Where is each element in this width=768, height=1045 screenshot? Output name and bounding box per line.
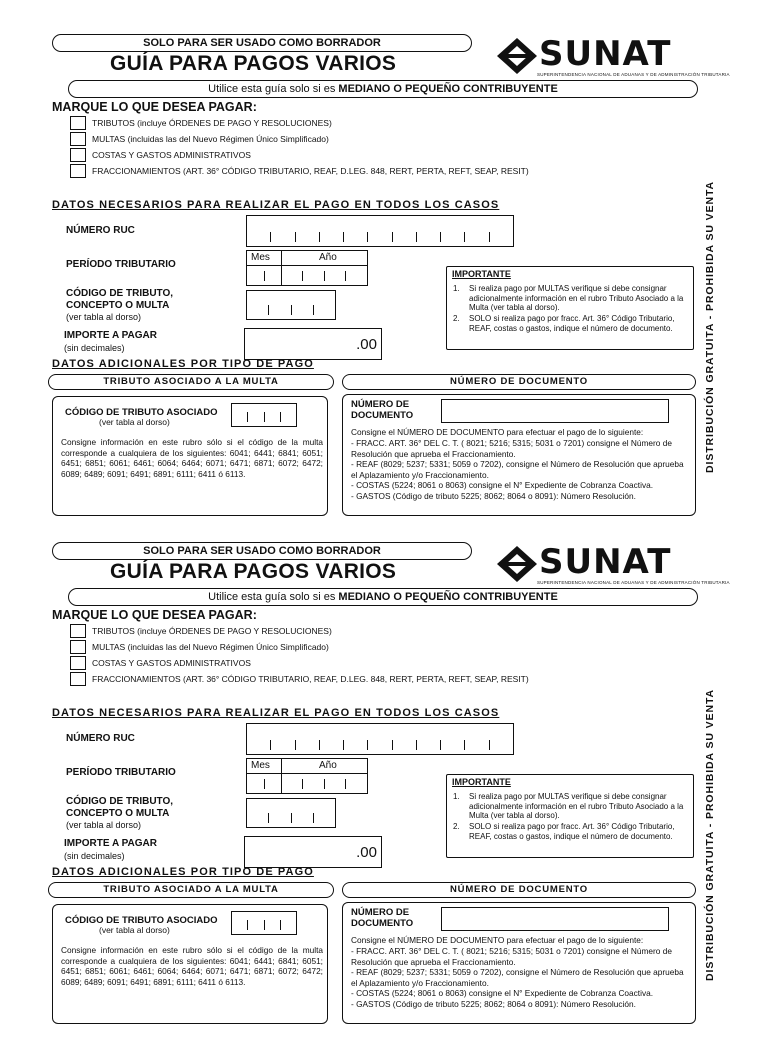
option-label: FRACCIONAMIENTOS (ART. 36° CÓDIGO TRIBUTARIO, REAF, D.LEG. 848, RERT, PERTA, REFT, SEAP, RESIT) xyxy=(92,674,529,684)
assoc-code-input[interactable] xyxy=(231,911,297,935)
month-label: Mes xyxy=(251,760,270,771)
amount-label: IMPORTE A PAGAR xyxy=(64,330,157,341)
code-note: (ver tabla al dorso) xyxy=(66,820,142,830)
period-label: PERÍODO TRIBUTARIO xyxy=(66,259,176,270)
doc-line: - COSTAS (5224; 8061 o 8063) consigne el N° Expediente de Cobranza Coactiva. xyxy=(351,988,654,998)
payment-option[interactable] xyxy=(70,672,529,686)
option-label: COSTAS Y GASTOS ADMINISTRATIVOS xyxy=(92,150,251,160)
option-checkbox[interactable] xyxy=(70,164,86,178)
amount-suffix: .00 xyxy=(356,336,377,353)
ruc-input[interactable] xyxy=(246,215,514,247)
section-additional-heading: DATOS ADICIONALES POR TIPO DE PAGO xyxy=(52,866,314,878)
doc-label-1: NÚMERO DE xyxy=(351,399,410,410)
important-num: 1. xyxy=(453,284,460,293)
sunat-logo xyxy=(495,32,730,82)
amount-label: IMPORTE A PAGAR xyxy=(64,838,157,849)
payment-option[interactable] xyxy=(70,640,329,654)
year-label: Año xyxy=(319,760,337,771)
code-note: (ver tabla al dorso) xyxy=(66,312,142,322)
doc-label-1: NÚMERO DE xyxy=(351,907,410,918)
docnum-input[interactable] xyxy=(441,399,669,423)
payment-option[interactable] xyxy=(70,148,251,162)
ruc-label: NÚMERO RUC xyxy=(66,733,135,744)
month-digits xyxy=(247,267,281,283)
important-num: 2. xyxy=(453,314,460,323)
option-checkbox[interactable] xyxy=(70,148,86,162)
form-title: GUÍA PARA PAGOS VARIOS xyxy=(110,560,397,583)
usage-note xyxy=(68,588,698,606)
doc-intro: Consigne el NÚMERO DE DOCUMENTO para efectuar el pago de lo siguiente: xyxy=(351,427,644,437)
option-label: TRIBUTOS (incluye ÓRDENES DE PAGO Y RESOLUCIONES) xyxy=(92,118,332,128)
doc-line: - GASTOS (Código de tributo 5225; 8062; 8064 o 8091): Número Resolución. xyxy=(351,491,636,501)
important-text: SOLO si realiza pago por fracc. Art. 36° Código Tributario, REAF, costas o gastos, indique el número de documento. xyxy=(469,822,675,841)
important-box xyxy=(446,266,694,350)
period-input[interactable] xyxy=(246,758,368,794)
amount-note: (sin decimales) xyxy=(64,343,125,353)
important-num: 1. xyxy=(453,792,460,801)
important-num: 2. xyxy=(453,822,460,831)
docnum-header: NÚMERO DE DOCUMENTO xyxy=(342,882,696,898)
code-input[interactable] xyxy=(246,798,336,828)
doc-line: - REAF (8029; 5237; 5331; 5059 o 7202), consigne el Número de Resolución que aprueba el Aplazamiento y/o Fraccionamiento. xyxy=(351,967,684,988)
period-input[interactable] xyxy=(246,250,368,286)
payment-option[interactable] xyxy=(70,656,251,670)
code-input[interactable] xyxy=(246,290,336,320)
sunat-logo-icon xyxy=(495,36,539,76)
doc-label-2: DOCUMENTO xyxy=(351,918,414,929)
option-checkbox[interactable] xyxy=(70,132,86,146)
doc-label-2: DOCUMENTO xyxy=(351,410,414,421)
option-checkbox[interactable] xyxy=(70,656,86,670)
docnum-panel xyxy=(342,394,696,516)
mark-heading: MARQUE LO QUE DESEA PAGAR: xyxy=(52,608,257,622)
payment-option[interactable] xyxy=(70,624,332,638)
assoc-code-input[interactable] xyxy=(231,403,297,427)
doc-line: - FRACC. ART. 36° DEL C. T. ( 8021; 5216; 5315; 5031 o 7201) consigne el Número de Resolución que aprueba el Fraccionamiento. xyxy=(351,438,672,459)
docnum-input[interactable] xyxy=(441,907,669,931)
section-required-heading: DATOS NECESARIOS PARA REALIZAR EL PAGO EN TODOS LOS CASOS xyxy=(52,199,500,211)
assoc-header: TRIBUTO ASOCIADO A LA MULTA xyxy=(48,374,334,390)
option-checkbox[interactable] xyxy=(70,116,86,130)
doc-line: - GASTOS (Código de tributo 5225; 8062; 8064 o 8091): Número Resolución. xyxy=(351,999,636,1009)
amount-input[interactable] xyxy=(244,836,382,868)
important-text: Si realiza pago por MULTAS verifique si debe consignar adicionalmente información en el rubro Tributo Asociado a la Multa (ver tabla al dorso). xyxy=(469,284,684,312)
usage-note xyxy=(68,80,698,98)
draft-banner: SOLO PARA SER USADO COMO BORRADOR xyxy=(52,542,472,560)
code-label-1: CÓDIGO DE TRIBUTO, xyxy=(66,796,174,807)
code-label-1: CÓDIGO DE TRIBUTO, xyxy=(66,288,174,299)
docnum-header: NÚMERO DE DOCUMENTO xyxy=(342,374,696,390)
mark-heading: MARQUE LO QUE DESEA PAGAR: xyxy=(52,100,257,114)
important-heading: IMPORTANTE xyxy=(452,269,511,279)
doc-line: - REAF (8029; 5237; 5331; 5059 o 7202), consigne el Número de Resolución que aprueba el Aplazamiento y/o Fraccionamiento. xyxy=(351,459,684,480)
form-title: GUÍA PARA PAGOS VARIOS xyxy=(110,52,397,75)
doc-line: - FRACC. ART. 36° DEL C. T. ( 8021; 5216; 5315; 5031 o 7201) consigne el Número de Resolución que aprueba el Fraccionamiento. xyxy=(351,946,672,967)
side-text: DISTRIBUCIÓN GRATUITA - PROHIBIDA SU VENTA xyxy=(704,689,716,981)
amount-input[interactable] xyxy=(244,328,382,360)
assoc-code-note: (ver tabla al dorso) xyxy=(99,925,170,935)
logo-text: SUNAT xyxy=(539,34,672,74)
logo-text: SUNAT xyxy=(539,542,672,582)
logo-subtitle: SUPERINTENDENCIA NACIONAL DE ADUANAS Y DE ADMINISTRACIÓN TRIBUTARIA xyxy=(537,72,730,77)
assoc-text: Consigne información en este rubro sólo si el código de la multa corresponde a cualquiera de los siguientes: 6041; 6441; 6841; 6051; 6451; 6851; 6061; 6461; 6064; 6464; 6071; 6471; 6871; 6072; 6472; 6089; 6489; 6091; 6491; 6891; 6111; 6411 ó 6113. xyxy=(61,945,323,987)
option-label: MULTAS (incluidas las del Nuevo Régimen Único Simplificado) xyxy=(92,642,329,652)
side-notice xyxy=(700,167,720,487)
usage-prefix: Utilice esta guía solo si es xyxy=(208,591,336,603)
logo-subtitle: SUPERINTENDENCIA NACIONAL DE ADUANAS Y DE ADMINISTRACIÓN TRIBUTARIA xyxy=(537,580,730,585)
assoc-panel xyxy=(52,904,328,1024)
side-text: DISTRIBUCIÓN GRATUITA - PROHIBIDA SU VENTA xyxy=(704,181,716,473)
important-text: SOLO si realiza pago por fracc. Art. 36° Código Tributario, REAF, costas o gastos, indique el número de documento. xyxy=(469,314,675,333)
year-digits xyxy=(281,775,367,791)
assoc-panel xyxy=(52,396,328,516)
usage-bold: MEDIANO O PEQUEÑO CONTRIBUYENTE xyxy=(338,591,558,603)
amount-note: (sin decimales) xyxy=(64,851,125,861)
draft-banner: SOLO PARA SER USADO COMO BORRADOR xyxy=(52,34,472,52)
important-box xyxy=(446,774,694,858)
month-digits xyxy=(247,775,281,791)
ruc-label: NÚMERO RUC xyxy=(66,225,135,236)
period-label: PERÍODO TRIBUTARIO xyxy=(66,767,176,778)
option-checkbox[interactable] xyxy=(70,640,86,654)
assoc-code-label: CÓDIGO DE TRIBUTO ASOCIADO xyxy=(65,407,218,418)
year-label: Año xyxy=(319,252,337,263)
section-required-heading: DATOS NECESARIOS PARA REALIZAR EL PAGO EN TODOS LOS CASOS xyxy=(52,707,500,719)
amount-suffix: .00 xyxy=(356,844,377,861)
payment-option[interactable] xyxy=(70,164,529,178)
assoc-code-note: (ver tabla al dorso) xyxy=(99,417,170,427)
sunat-logo-icon xyxy=(495,544,539,584)
payment-option[interactable] xyxy=(70,132,329,146)
assoc-code-label: CÓDIGO DE TRIBUTO ASOCIADO xyxy=(65,915,218,926)
option-label: MULTAS (incluidas las del Nuevo Régimen Único Simplificado) xyxy=(92,134,329,144)
important-heading: IMPORTANTE xyxy=(452,777,511,787)
side-notice xyxy=(700,675,720,995)
ruc-input[interactable] xyxy=(246,723,514,755)
important-text: Si realiza pago por MULTAS verifique si debe consignar adicionalmente información en el rubro Tributo Asociado a la Multa (ver tabla al dorso). xyxy=(469,792,684,820)
usage-bold: MEDIANO O PEQUEÑO CONTRIBUYENTE xyxy=(338,83,558,95)
month-label: Mes xyxy=(251,252,270,263)
payment-form xyxy=(0,540,768,1045)
option-checkbox[interactable] xyxy=(70,624,86,638)
assoc-text: Consigne información en este rubro sólo si el código de la multa corresponde a cualquiera de los siguientes: 6041; 6441; 6841; 6051; 6451; 6851; 6061; 6461; 6064; 6464; 6071; 6471; 6871; 6072; 6472; 6089; 6489; 6091; 6491; 6891; 6111; 6411 ó 6113. xyxy=(61,437,323,479)
section-additional-heading: DATOS ADICIONALES POR TIPO DE PAGO xyxy=(52,358,314,370)
payment-form xyxy=(0,32,768,537)
code-label-2: CONCEPTO O MULTA xyxy=(66,808,170,819)
option-label: COSTAS Y GASTOS ADMINISTRATIVOS xyxy=(92,658,251,668)
doc-intro: Consigne el NÚMERO DE DOCUMENTO para efectuar el pago de lo siguiente: xyxy=(351,935,644,945)
option-label: FRACCIONAMIENTOS (ART. 36° CÓDIGO TRIBUTARIO, REAF, D.LEG. 848, RERT, PERTA, REFT, SEAP, RESIT) xyxy=(92,166,529,176)
doc-line: - COSTAS (5224; 8061 o 8063) consigne el N° Expediente de Cobranza Coactiva. xyxy=(351,480,654,490)
year-digits xyxy=(281,267,367,283)
usage-prefix: Utilice esta guía solo si es xyxy=(208,83,336,95)
payment-option[interactable] xyxy=(70,116,332,130)
docnum-panel xyxy=(342,902,696,1024)
option-label: TRIBUTOS (incluye ÓRDENES DE PAGO Y RESOLUCIONES) xyxy=(92,626,332,636)
assoc-header: TRIBUTO ASOCIADO A LA MULTA xyxy=(48,882,334,898)
code-label-2: CONCEPTO O MULTA xyxy=(66,300,170,311)
sunat-logo xyxy=(495,540,730,590)
option-checkbox[interactable] xyxy=(70,672,86,686)
